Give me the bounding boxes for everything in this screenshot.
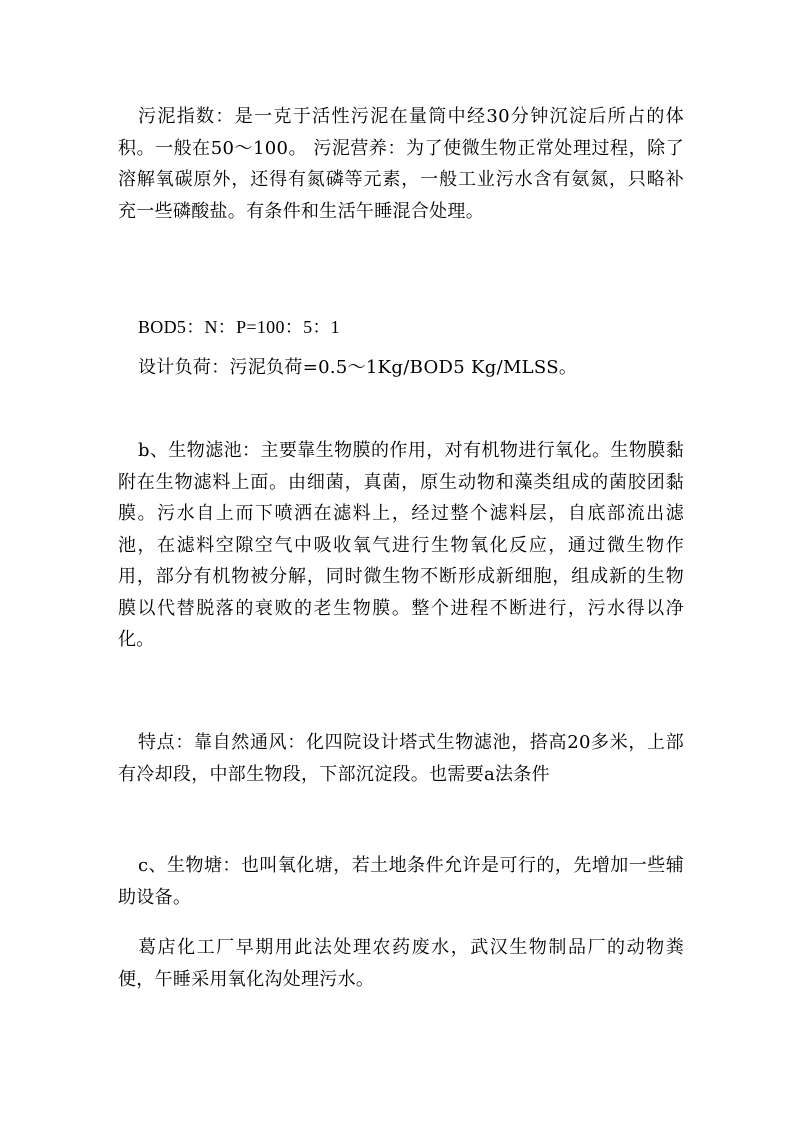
paragraph-design-load: 设计负荷：污泥负荷=0.5～1Kg/BOD5 Kg/MLSS。 (138, 357, 578, 378)
paragraph-biofilter: b、生物滤池：主要靠生物膜的作用，对有机物进行氧化。生物膜黏附在生物滤料上面。由细菌，真菌，原生动物和藻类组成的菌胶团黏膜。污水自上而下喷洒在滤料上，经过整个滤料层，自底部流出滤池，在滤料空隙空气中吸收氧气进行生物氧化反应，通过微生物作用，部分有机物被分解，同时微生物不断形成新细胞，组成新的生物膜以代替脱落的衰败的老生物膜。整个进程不断进行，污水得以净化。 (118, 440, 684, 650)
paragraph-gedian-example: 葛店化工厂早期用此法处理农药废水，武汉生物制品厂的动物粪便，午睡采用氧化沟处理污水。 (118, 937, 684, 990)
paragraph-features: 特点：靠自然通风：化四院设计塔式生物滤池，搭高20多米，上部有冷却段，中部生物段，下部沉淀段。也需要a法条件 (118, 732, 684, 785)
paragraph-bod-ratio: BOD5：N：P=100：5：1 (138, 317, 340, 337)
paragraph-sludge-index: 污泥指数：是一克于活性污泥在量筒中经30分钟沉淀后所占的体积。一般在50～100。 污泥营养：为了使微生物正常处理过程，除了溶解氧碳原外，还得有氮磷等元素，一般工业污水含有氨氮，只略补充一些磷酸盐。有条件和生活午睡混合处理。 (118, 106, 684, 222)
paragraph-biopond: c、生物塘：也叫氧化塘，若土地条件允许是可行的，先增加一些辅助设备。 (118, 855, 684, 908)
